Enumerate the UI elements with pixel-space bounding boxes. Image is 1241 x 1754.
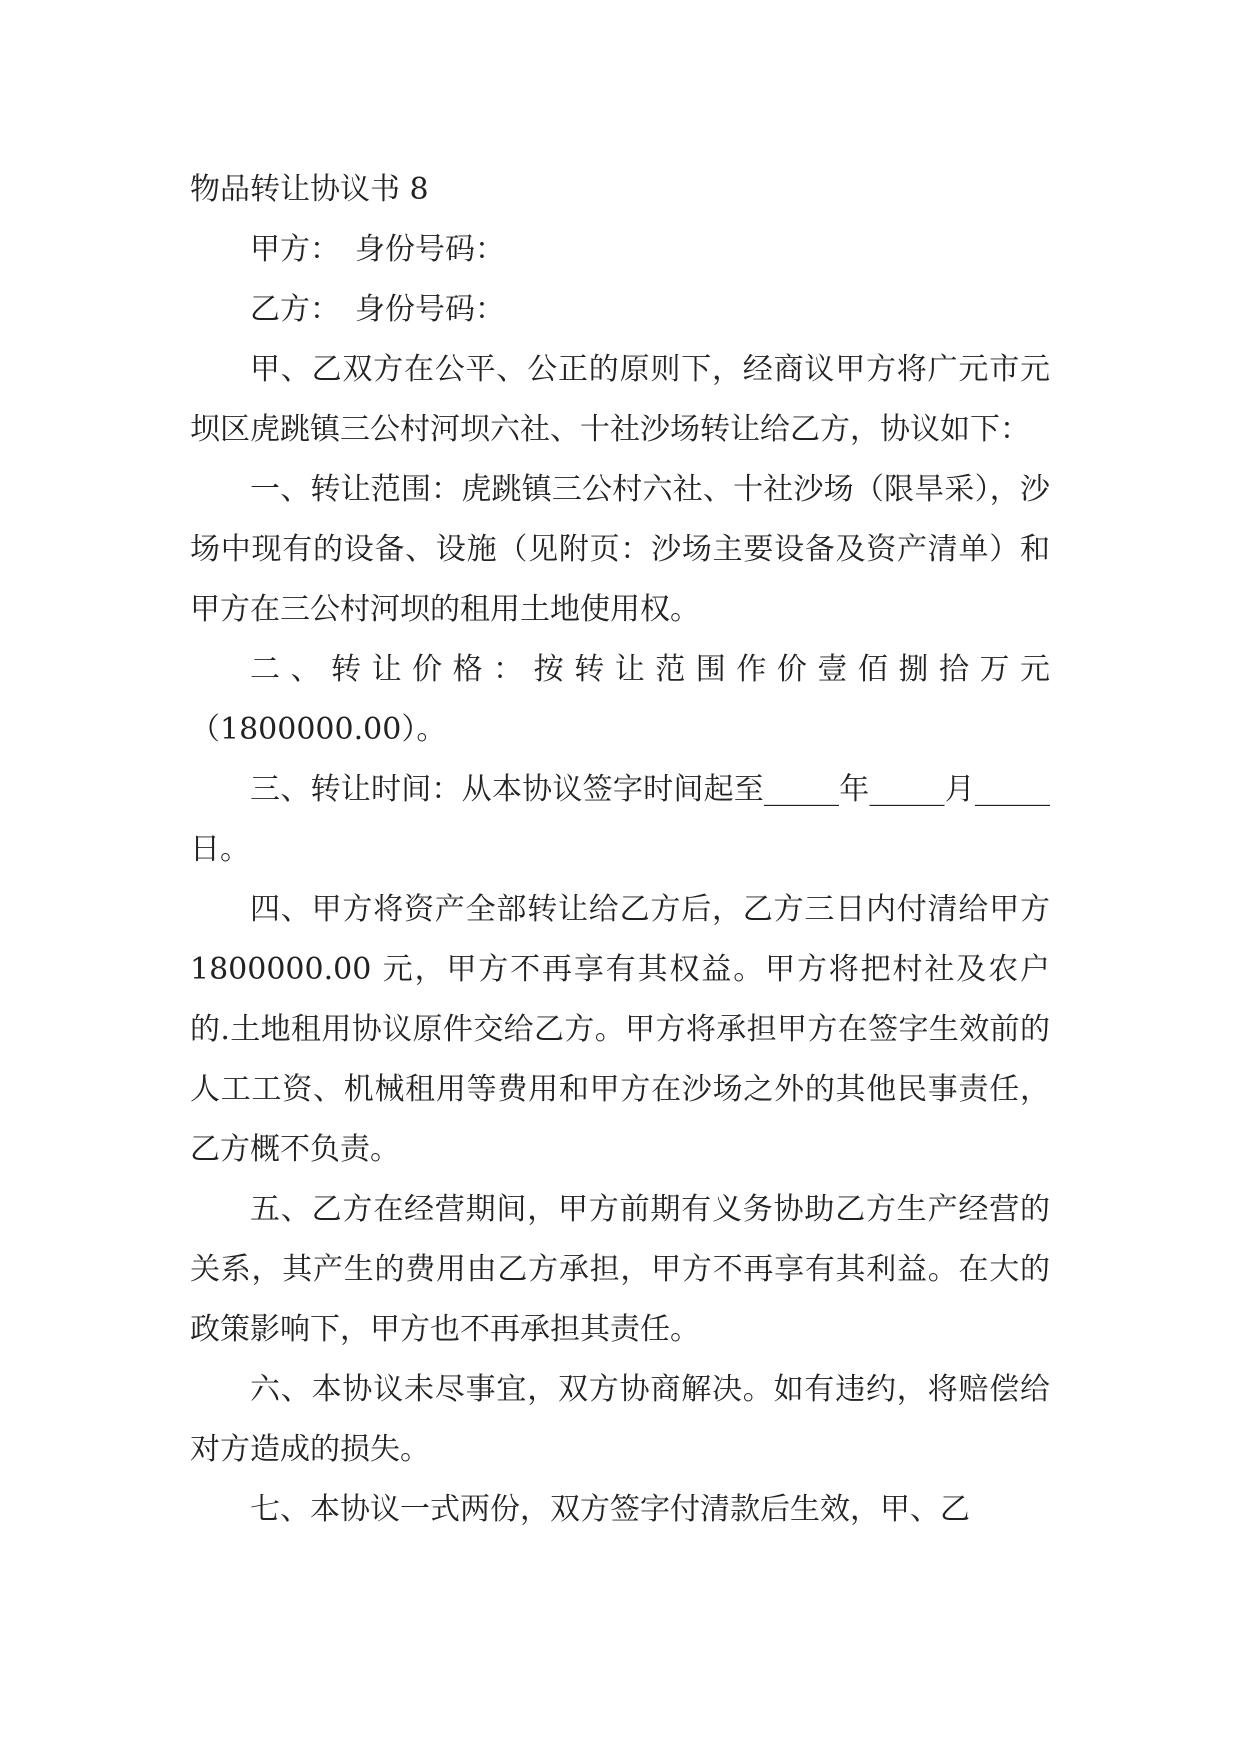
- clause-scope: 一、转让范围：虎跳镇三公村六社、十社沙场（限旱采），沙场中现有的设备、设施（见附页：沙场主要设备及资产清单）和甲方在三公村河坝的租用土地使用权。: [190, 472, 1050, 627]
- party-a-line: 甲方： 身份号码：: [250, 232, 505, 267]
- clause-price: 二、转让价格：按转让范围作价壹佰捌拾万元（1800000.00）。: [190, 652, 1050, 747]
- clause-time: 三、转让时间：从本协议签字时间起至_____年_____月_____日。: [190, 772, 1050, 867]
- document-title: 物品转让协议书 8: [190, 172, 429, 207]
- clause-operation: 五、乙方在经营期间，甲方前期有义务协助乙方生产经营的关系，其产生的费用由乙方承担，甲方不再享有其利益。在大的政策影响下，甲方也不再承担其责任。: [190, 1192, 1050, 1347]
- party-b-line: 乙方： 身份号码：: [250, 292, 505, 327]
- clause-copies: 七、本协议一式两份，双方签字付清款后生效，甲、乙: [250, 1492, 970, 1527]
- clause-disputes: 六、本协议未尽事宜，双方协商解决。如有违约，将赔偿给对方造成的损失。: [190, 1372, 1050, 1467]
- clause-payment: 四、甲方将资产全部转让给乙方后，乙方三日内付清给甲方 1800000.00 元，甲方不再享有其权益。甲方将把村社及农户的.土地租用协议原件交给乙方。甲方将承担甲方在签字生效前的人工工资、机械租用等费用和甲方在沙场之外的其他民事责任，乙方概不负责。: [190, 892, 1050, 1167]
- intro-paragraph: 甲、乙双方在公平、公正的原则下，经商议甲方将广元市元坝区虎跳镇三公村河坝六社、十社沙场转让给乙方，协议如下：: [190, 352, 1050, 447]
- document-body: [190, 160, 1050, 1540]
